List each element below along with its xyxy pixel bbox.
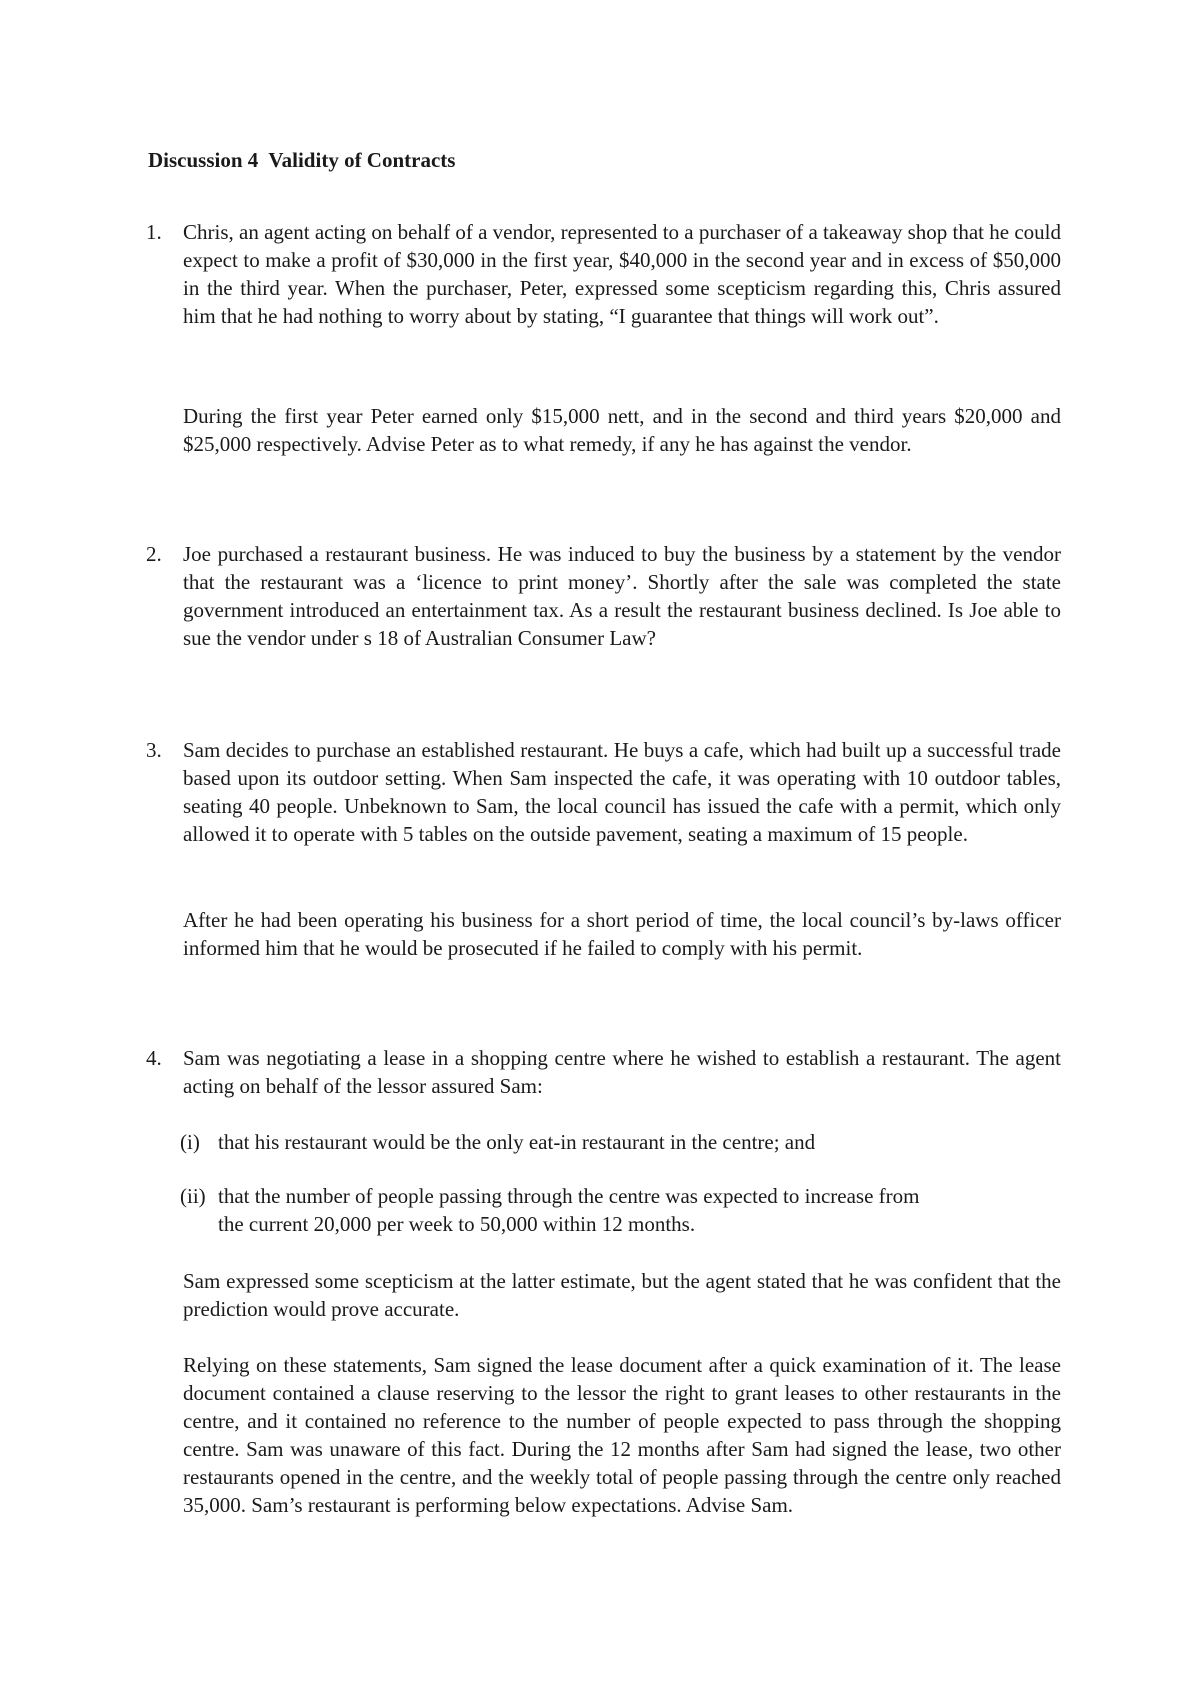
question-3-paragraph-1: Sam decides to purchase an established restaurant. He buys a cafe, which had built up a successful trade based upon its outdoor setting. When Sam inspected the cafe, it was operating with 10 outdoor tables, seating 40 people. Unbeknown to Sam, the local council has issued the cafe with a permit, which only allowed it to operate with 5 tables on the outside pavement, seating a maximum of 15 people. (183, 738, 1061, 846)
question-4-sub-item-2-text-line-2: the current 20,000 per week to 50,000 within 12 months. (218, 1212, 696, 1236)
question-4-intro: Sam was negotiating a lease in a shopping centre where he wished to establish a restaurant. The agent acting on behalf of the lessor assured Sam: (183, 1046, 1061, 1098)
question-2-number: 2. (146, 542, 162, 566)
question-4-paragraph-1: Sam expressed some scepticism at the latter estimate, but the agent stated that he was confident that the prediction would prove accurate. (183, 1269, 1061, 1321)
question-3-number: 3. (146, 738, 162, 762)
question-4-paragraph-2: Relying on these statements, Sam signed the lease document after a quick examination of it. The lease document contained a clause reserving to the lessor the right to grant leases to other restaurants in the centre, and it contained no reference to the number of people expected to pass through the shopping centre. Sam was unaware of this fact. During the 12 months after Sam had signed the lease, two other restaurants opened in the centre, and the weekly total of people passing through the centre only reached 35,000. Sam’s restaurant is performing below expectations. Advise Sam. (183, 1353, 1061, 1517)
page-title: Discussion 4 Validity of Contracts (148, 148, 456, 172)
question-1-number: 1. (146, 220, 162, 244)
question-4-number: 4. (146, 1046, 162, 1070)
question-1-paragraph-2: During the first year Peter earned only $15,000 nett, and in the second and third years $20,000 and $25,000 respectively. Advise Peter as to what remedy, if any he has against the vendor. (183, 404, 1061, 456)
question-3-paragraph-2: After he had been operating his business for a short period of time, the local council’s by-laws officer informed him that he would be prosecuted if he failed to comply with his permit. (183, 908, 1061, 960)
question-4-sub-item-1-label: (i) (180, 1130, 200, 1154)
question-4-sub-item-2-label: (ii) (180, 1184, 206, 1208)
question-4-sub-item-1-text: that his restaurant would be the only eat-in restaurant in the centre; and (218, 1130, 816, 1154)
question-1-paragraph-1: Chris, an agent acting on behalf of a vendor, represented to a purchaser of a takeaway shop that he could expect to make a profit of $30,000 in the first year, $40,000 in the second year and in excess of $50,000 in the third year. When the purchaser, Peter, expressed some scepticism regarding this, Chris assured him that he had nothing to worry about by stating, “I guarantee that things will work out”. (183, 220, 1061, 328)
question-4-sub-item-2-text-line-1: that the number of people passing through the centre was expected to increase from (218, 1184, 920, 1208)
question-2-paragraph-1: Joe purchased a restaurant business. He was induced to buy the business by a statement by the vendor that the restaurant was a ‘licence to print money’. Shortly after the sale was completed the state government introduced an entertainment tax. As a result the restaurant business declined. Is Joe able to sue the vendor under s 18 of Australian Consumer Law? (183, 542, 1061, 650)
